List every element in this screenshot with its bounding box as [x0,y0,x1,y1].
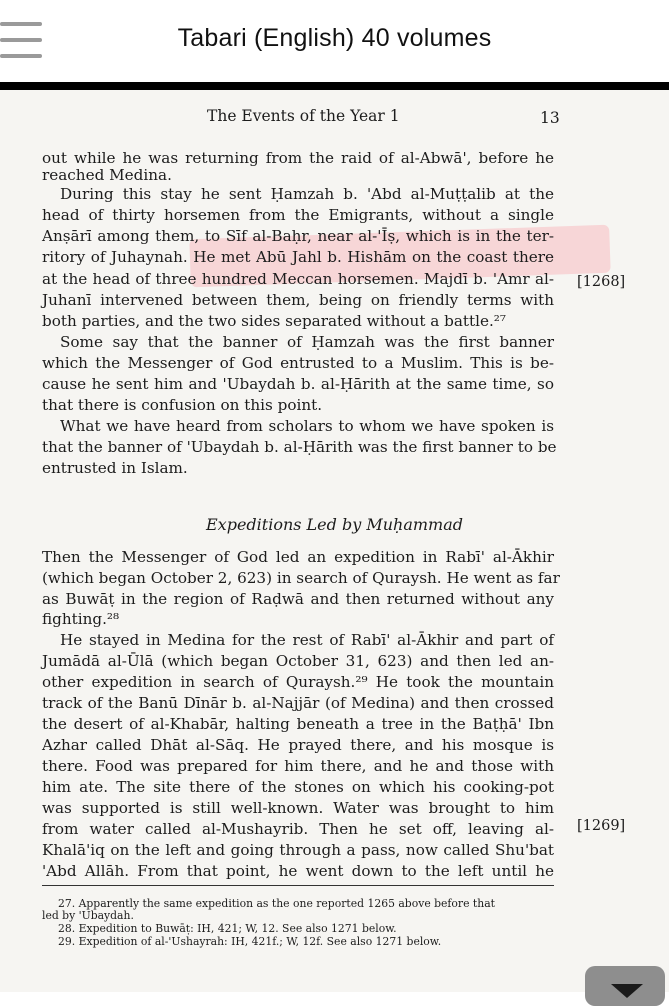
page-number: 13 [540,109,560,127]
text-line: Anṣārī among them, to Sīf al-Baḥr, near al-'Īṣ, which is in the ter- [42,227,554,245]
text-line: which the Messenger of God entrusted to a Muslim. This is be- [42,354,554,372]
book-page[interactable] [0,90,669,992]
text-line: other expedition in search of Quraysh.²⁹ He took the mountain [42,673,554,691]
app-title: Tabari (English) 40 volumes [177,24,492,52]
text-line: Azhar called Dhāt al-Sāq. He prayed there, and his mosque is [42,736,554,754]
text-line: 'Abd Allāh. From that point, he went down to the left until he [42,862,554,880]
margin-reference: [1268] [577,274,626,290]
section-title: Expeditions Led by Muḥammad [206,515,463,534]
running-head: The Events of the Year 1 [207,107,400,125]
text-line: Jumādā al-Ūlā (which began October 31, 623) and then led an- [42,652,554,670]
text-line: entrusted in Islam. [42,459,188,477]
scroll-down-button[interactable] [585,966,665,1006]
header-divider [0,82,669,90]
text-line: ritory of Juhaynah. He met Abū Jahl b. Hishām on the coast there [42,248,554,266]
margin-reference: [1269] [577,818,626,834]
text-line: What we have heard from scholars to whom we have spoken is [60,417,554,435]
text-line: Khalā'iq on the left and going through a pass, now called Shu'bat [42,841,554,859]
text-line: there. Food was prepared for him there, and he and those with [42,757,554,775]
footnote: 29. Expedition of al-'Ushayrah: IH, 421f.; W, 12f. See also 1271 below. [58,935,442,948]
text-line: fighting.²⁸ [42,610,120,628]
text-line: He stayed in Medina for the rest of Rabī' al-Ākhir and part of [60,631,554,649]
text-line: (which began October 2, 623) in search of Quraysh. He went as far [42,569,560,587]
text-line: out while he was returning from the raid of al-Abwā', before he [42,149,554,167]
text-line: Some say that the banner of Ḥamzah was the first banner [60,333,554,351]
text-line: both parties, and the two sides separated without a battle.²⁷ [42,312,506,330]
text-line: from water called al-Mushayrib. Then he set off, leaving al- [42,820,554,838]
text-line: During this stay he sent Ḥamzah b. 'Abd al-Muṭṭalib at the [60,185,554,203]
footnote: 28. Expedition to Buwāṭ: IH, 421; W, 12. See also 1271 below. [58,922,397,935]
text-line: Juhanī intervened between them, being on friendly terms with [42,291,554,309]
text-line: at the head of three hundred Meccan horsemen. Majdī b. 'Amr al- [42,270,554,288]
app-bar [0,0,669,82]
triangle-down-icon [611,984,643,998]
footnote-rule [42,885,554,886]
text-line: the desert of al-Khabār, halting beneath a tree in the Baṭḥā' Ibn [42,715,554,733]
text-line: was supported is still well-known. Water was brought to him [42,799,554,817]
text-line: as Buwāṭ in the region of Raḍwā and then returned without any [42,590,554,608]
text-line: cause he sent him and 'Ubaydah b. al-Ḥārith at the same time, so [42,375,554,393]
footnote: 27. Apparently the same expedition as the one reported 1265 above before that [58,897,495,910]
text-line: head of thirty horsemen from the Emigrants, without a single [42,206,554,224]
text-line: that there is confusion on this point. [42,396,323,414]
text-line: reached Medina. [42,166,172,184]
footnote: led by 'Ubaydah. [42,909,134,922]
text-line: track of the Banū Dīnār b. al-Najjār (of Medina) and then crossed [42,694,554,712]
text-line: him ate. The site there of the stones on which his cooking-pot [42,778,554,796]
text-line: Then the Messenger of God led an expedition in Rabī' al-Ākhir [42,548,554,566]
text-line: that the banner of 'Ubaydah b. al-Ḥārith was the first banner to be [42,438,557,456]
